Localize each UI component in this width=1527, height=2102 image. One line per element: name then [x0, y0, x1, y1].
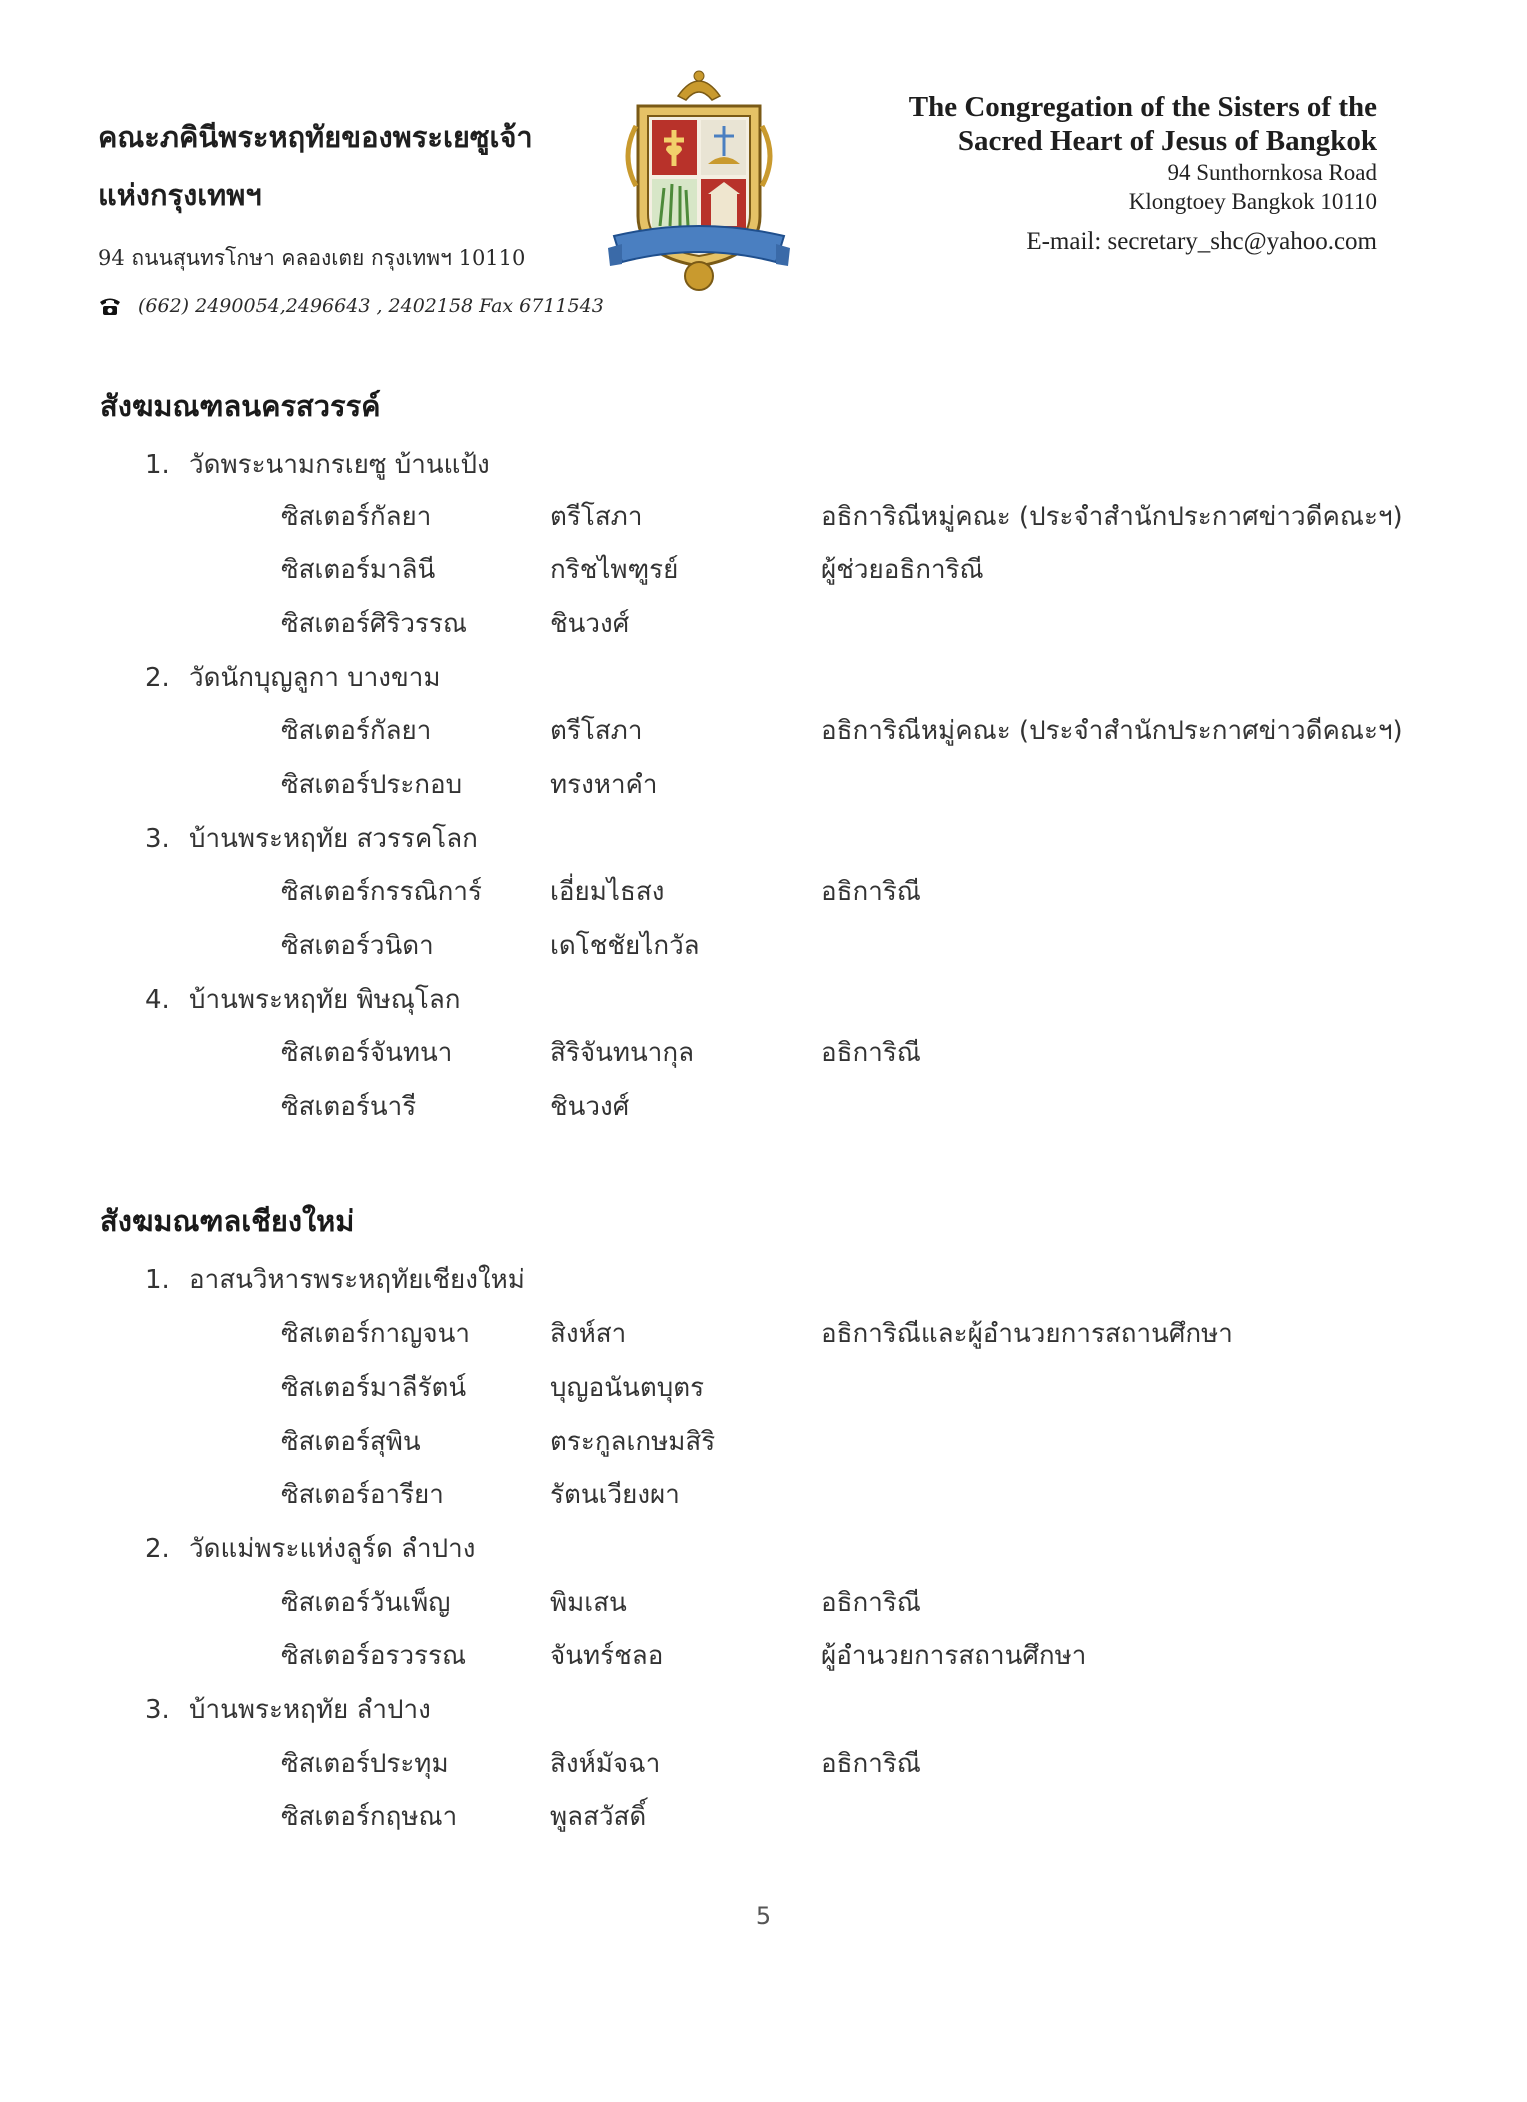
thai-org-name-line2: แห่งกรุงเทพฯ: [98, 178, 262, 212]
member-row: ซิสเตอร์นารี ชินวงศ์: [281, 1092, 630, 1122]
member-row: ซิสเตอร์วันเพ็ญ พิมเสน อธิการิณี: [281, 1588, 921, 1618]
congregation-crest-logo: [608, 66, 790, 298]
email-address: E-mail: secretary_shc@yahoo.com: [1026, 228, 1377, 255]
section-title: สังฆมณฑลเชียงใหม่: [100, 1204, 355, 1238]
member-row: ซิสเตอร์มาลินี กริชไพฑูรย์ ผู้ช่วยอธิการิณี: [281, 555, 984, 585]
member-row: ซิสเตอร์กัลยา ตรีโสภา อธิการิณีหมู่คณะ (ประจำสำนักประกาศข่าวดีคณะฯ): [281, 716, 1403, 746]
member-row: ซิสเตอร์อรวรรณ จันทร์ชลอ ผู้อำนวยการสถานศึกษา: [281, 1641, 1087, 1671]
member-row: ซิสเตอร์วนิดา เดโชชัยไกวัล: [281, 931, 700, 961]
member-row: ซิสเตอร์มาลีรัตน์ บุญอนันตบุตร: [281, 1373, 705, 1403]
member-row: ซิสเตอร์ศิริวรรณ ชินวงศ์: [281, 609, 630, 639]
thai-letterhead: [98, 108, 618, 317]
english-org-name-line2: Sacred Heart of Jesus of Bangkok: [957, 125, 1377, 157]
house-heading: 4. บ้านพระหฤทัย พิษณุโลก: [145, 985, 461, 1015]
phone-line: [98, 295, 618, 317]
phone-numbers: (662) 2490054,2496643 , 2402158 Fax 6711543: [138, 295, 604, 317]
english-letterhead: [817, 90, 1377, 256]
house-heading: 2. วัดนักบุญลูกา บางขาม: [145, 663, 441, 693]
section-title: สังฆมณฑลนครสวรรค์: [100, 389, 381, 423]
thai-address: 94 ถนนสุนทรโกษา คลองเตย กรุงเทพฯ 10110: [98, 246, 526, 270]
member-row: ซิสเตอร์กฤษณา พูลสวัสดิ์: [281, 1802, 647, 1832]
member-row: ซิสเตอร์กัลยา ตรีโสภา อธิการิณีหมู่คณะ (ประจำสำนักประกาศข่าวดีคณะฯ): [281, 502, 1403, 532]
english-address-line2: Klongtoey Bangkok 10110: [1128, 189, 1377, 214]
member-row: ซิสเตอร์ประกอบ ทรงหาคำ: [281, 770, 658, 800]
telephone-icon: [98, 296, 122, 316]
house-heading: 3. บ้านพระหฤทัย ลำปาง: [145, 1695, 431, 1725]
house-heading: 1. วัดพระนามกรเยซู บ้านแป้ง: [145, 450, 490, 480]
member-row: ซิสเตอร์สุพิน ตระกูลเกษมสิริ: [281, 1427, 716, 1457]
english-org-name-line1: The Congregation of the Sisters of the: [908, 91, 1377, 123]
member-row: ซิสเตอร์จันทนา สิริจันทนากุล อธิการิณี: [281, 1038, 921, 1068]
page-number: 5: [755, 1902, 772, 1930]
house-heading: 2. วัดแม่พระแห่งลูร์ด ลำปาง: [145, 1534, 476, 1564]
house-heading: 3. บ้านพระหฤทัย สวรรคโลก: [145, 824, 478, 854]
member-row: ซิสเตอร์ประทุม สิงห์มัจฉา อธิการิณี: [281, 1749, 921, 1779]
member-row: ซิสเตอร์อารียา รัตนเวียงผา: [281, 1480, 680, 1510]
house-heading: 1. อาสนวิหารพระหฤทัยเชียงใหม่: [145, 1265, 525, 1295]
english-address-line1: 94 Sunthornkosa Road: [1167, 160, 1377, 185]
member-row: ซิสเตอร์กรรณิการ์ เอี่ยมไธสง อธิการิณี: [281, 877, 921, 907]
thai-org-name-line1: คณะภคินีพระหฤทัยของพระเยซูเจ้า: [98, 120, 533, 154]
member-row: ซิสเตอร์กาญจนา สิงห์สา อธิการิณีและผู้อำนวยการสถานศึกษา: [281, 1319, 1233, 1349]
